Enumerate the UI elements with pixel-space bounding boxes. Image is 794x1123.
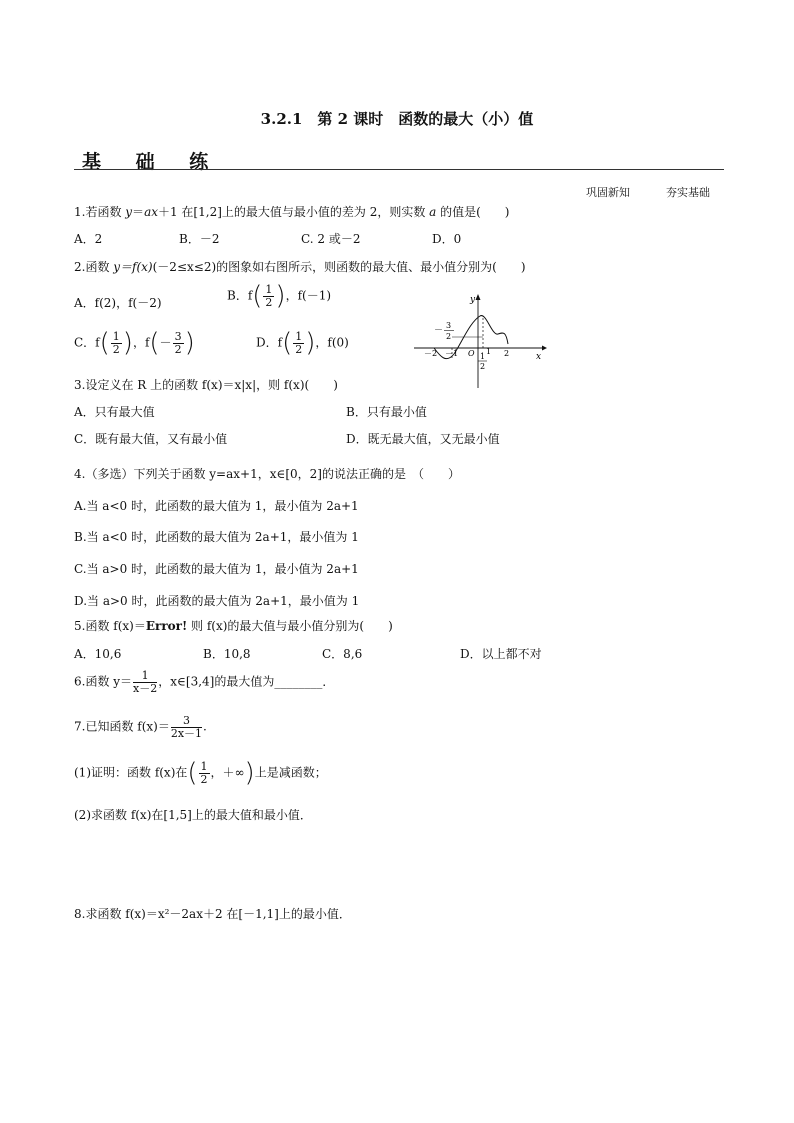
q2-function-graph (412, 292, 547, 392)
graph-half-den: 2 (480, 362, 486, 371)
q1-stem: 1.若函数 y＝ax＋1 在[1,2]上的最大值与最小值的差为 2，则实数 a 的值是( ) (74, 205, 510, 219)
q3-option-b: B．只有最小值 (346, 405, 427, 419)
graph-three: 3 (446, 321, 452, 330)
q2-stem: 2.函数 y＝f(x)(－2≤x≤2)的图象如右图所示，则函数的最大值、最小值分别为( ) (74, 260, 526, 274)
graph-neg-sign: － (434, 326, 444, 336)
graph-two-label: 2 (504, 349, 510, 358)
q4-option-c: C.当 a>0 时，此函数的最大值为 1，最小值为 2a+1 (74, 562, 359, 576)
tag-foundation: 夯实基础 (666, 186, 710, 199)
q4-option-d: D.当 a>0 时，此函数的最大值为 2a+1，最小值为 1 (74, 594, 360, 608)
section-heading: 基 础 练 (82, 151, 223, 173)
q3-stem: 3.设定义在 R 上的函数 f(x)＝x|x|，则 f(x)( ) (74, 378, 338, 392)
graph-origin-label: O (468, 349, 475, 358)
q3-option-c: C．既有最大值，又有最小值 (74, 432, 228, 446)
q8-stem: 8.求函数 f(x)＝x²－2ax＋2 在[－1,1]上的最小值． (74, 907, 351, 921)
q4-stem: 4.（多选）下列关于函数 y=ax+1，x∈[0，2]的说法正确的是 （ ） (74, 467, 460, 481)
q4-option-a: A.当 a<0 时，此函数的最大值为 1，最小值为 2a+1 (74, 499, 359, 513)
graph-half-num: 1 (480, 352, 486, 361)
q1-option-b: B．－2 (179, 232, 220, 246)
q7-part-1: (1)证明：函数 f(x)在( $\frac{1}{2}$ ，＋∞)上是减函数； (74, 758, 327, 788)
q7-part-2: (2)求函数 f(x)在[1,5]上的最大值和最小值． (74, 808, 312, 822)
q5-option-c: C．8,6 (322, 647, 363, 661)
q3-option-d: D．既无最大值，又无最小值 (346, 432, 500, 446)
q3-option-a: A．只有最大值 (74, 405, 155, 419)
section-divider (74, 169, 724, 170)
q2-option-c: C．f( $\frac{1}{2}$ )，f(－ $\frac{3}{2}$ ) (74, 328, 195, 358)
q5-stem: 5.函数 f(x)＝Error! 则 f(x)的最大值与最小值分别为( ) (74, 619, 393, 633)
graph-x-label: x (536, 352, 542, 362)
q2-option-b: B．f( $\frac{1}{2}$ )，f(－1) (227, 281, 332, 311)
q4-option-b: B.当 a<0 时，此函数的最大值为 2a+1，最小值为 1 (74, 530, 359, 544)
q5-option-b: B．10,8 (203, 647, 251, 661)
graph-two-den: 2 (446, 332, 452, 341)
page-title: 3.2.1 第 2 课时 函数的最大（小）值 (260, 110, 534, 128)
tag-consolidate: 巩固新知 (586, 186, 630, 199)
graph-one-label: 1 (486, 347, 492, 356)
q1-option-a: A．2 (74, 232, 103, 246)
q1-option-d: D．0 (432, 232, 462, 246)
q1-option-c: C. 2 或－2 (301, 232, 361, 246)
x-axis-arrow-icon (542, 346, 547, 351)
y-axis-arrow-icon (476, 294, 481, 300)
q7-stem: 7.已知函数 f(x)＝ $\frac{3}{2x-1}$ . (74, 714, 207, 740)
graph-y-label: y (470, 295, 476, 305)
q2-option-a: A．f(2)，f(－2) (74, 296, 162, 310)
q5-option-a: A．10,6 (74, 647, 122, 661)
q6-stem: 6.函数 y＝ $\frac{1}{x-2}$ ，x∈[3,4]的最大值为________． (74, 669, 335, 695)
q2-option-d: D．f( $\frac{1}{2}$ )，f(0) (256, 328, 349, 358)
graph-x-ticks: －2 －1 (424, 349, 459, 358)
q5-option-d: D．以上都不对 (460, 647, 542, 661)
